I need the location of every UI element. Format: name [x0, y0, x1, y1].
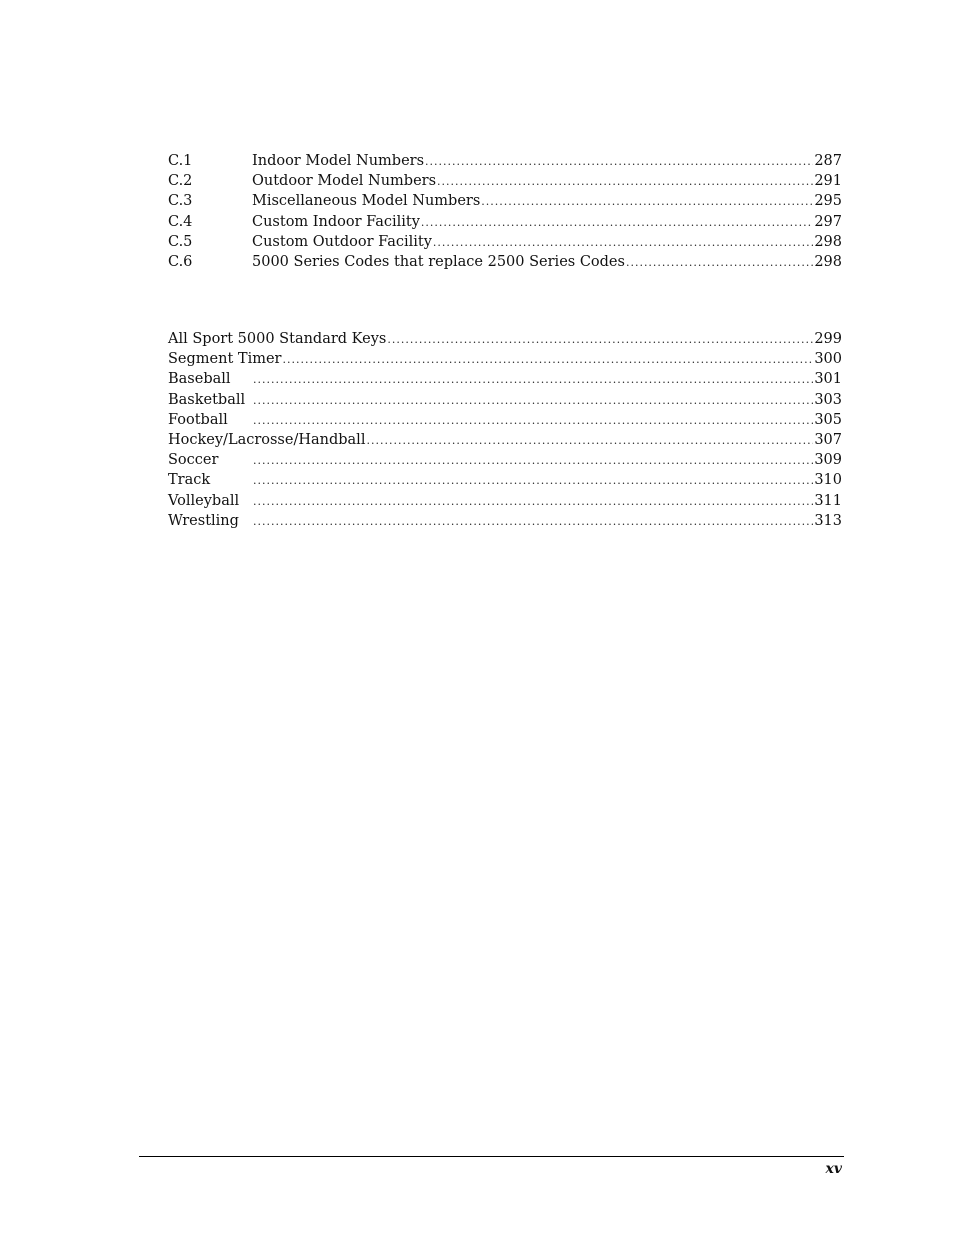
- toc-entry-page: 299: [814, 331, 842, 347]
- toc-entry-title: 5000 Series Codes that replace 2500 Series Codes: [252, 253, 625, 270]
- toc-dot-leader: [253, 450, 813, 471]
- toc-dot-leader: [425, 151, 813, 172]
- toc-entry-title: Segment Timer: [168, 351, 282, 368]
- toc-entry[interactable]: [168, 191, 842, 211]
- toc-entry[interactable]: [168, 410, 842, 430]
- toc-entry-title: Indoor Model Numbers: [252, 153, 425, 169]
- toc-entry-title: Track: [168, 472, 211, 489]
- toc-entry-page: 298: [814, 253, 842, 270]
- toc-dot-leader: [253, 390, 813, 411]
- toc-entry[interactable]: [168, 511, 842, 531]
- toc-entry[interactable]: [168, 349, 842, 369]
- toc-entry-title: Basketball: [168, 391, 246, 408]
- toc-entry-page: 313: [814, 512, 842, 529]
- toc-dot-leader: [253, 491, 813, 512]
- toc-dot-leader: [366, 430, 813, 451]
- toc-entry[interactable]: [168, 252, 842, 272]
- toc-dot-leader: [253, 410, 813, 431]
- toc-dot-leader: [481, 191, 813, 212]
- toc-entry-page: 295: [814, 193, 842, 210]
- toc-entry-title: Hockey/Lacrosse/Handball: [168, 431, 366, 448]
- toc-dot-leader: [253, 470, 813, 491]
- toc-entry-title: Volleyball: [168, 492, 240, 509]
- toc-entry[interactable]: [168, 390, 842, 410]
- toc-entry[interactable]: [168, 450, 842, 470]
- toc-entry-page: 301: [814, 371, 842, 388]
- toc-dot-leader: [421, 212, 813, 233]
- toc-entry-page: 310: [814, 472, 842, 489]
- toc-dot-leader: [282, 349, 813, 370]
- toc-entry[interactable]: [168, 491, 842, 511]
- toc-entry-number: C.3: [168, 193, 193, 210]
- toc-entry-title: Custom Outdoor Facility: [252, 233, 432, 250]
- toc-entry[interactable]: [168, 430, 842, 450]
- footer-divider: [139, 1156, 844, 1157]
- toc-entry-page: 311: [814, 492, 842, 509]
- toc-entry-number: C.4: [168, 213, 193, 230]
- toc-entry-page: 297: [814, 213, 842, 230]
- toc-dot-leader: [437, 171, 813, 192]
- toc-entry-page: 309: [814, 452, 842, 469]
- toc-entry-title: Miscellaneous Model Numbers: [252, 193, 481, 210]
- toc-entry-page: 298: [814, 233, 842, 250]
- toc-entry[interactable]: [168, 151, 842, 171]
- toc-entry[interactable]: [168, 470, 842, 490]
- toc-entry[interactable]: [168, 232, 842, 252]
- toc-entry[interactable]: [168, 171, 842, 191]
- toc-entry-title: Football: [168, 411, 228, 428]
- toc-entry[interactable]: [168, 212, 842, 232]
- toc-entry-number: C.6: [168, 253, 193, 270]
- toc-entry[interactable]: [168, 329, 842, 349]
- toc-entry-title: Baseball: [168, 371, 231, 388]
- toc-entry-page: 291: [814, 173, 842, 190]
- toc-dot-leader: [253, 511, 813, 532]
- toc-entry-page: 307: [814, 431, 842, 448]
- toc-entry-title: Custom Indoor Facility: [252, 213, 420, 230]
- toc-entry-page: 287: [814, 153, 842, 169]
- toc-entry-number: C.1: [168, 153, 193, 169]
- toc-entry-page: 300: [814, 351, 842, 368]
- toc-entry-title: Wrestling: [168, 512, 239, 529]
- toc-dot-leader: [253, 369, 813, 390]
- toc-entry[interactable]: [168, 369, 842, 389]
- toc-entry-page: 305: [814, 411, 842, 428]
- toc-entry-title: Outdoor Model Numbers: [252, 173, 437, 190]
- toc-keys-section: [168, 329, 842, 531]
- toc-entry-page: 303: [814, 391, 842, 408]
- toc-appendix-section: [168, 151, 842, 272]
- toc-entry-title: All Sport 5000 Standard Keys: [168, 331, 387, 347]
- page-number: xv: [825, 1161, 842, 1177]
- toc-dot-leader: [387, 329, 813, 350]
- toc-dot-leader: [626, 252, 813, 273]
- toc-entry-title: Soccer: [168, 452, 219, 469]
- toc-dot-leader: [433, 232, 813, 253]
- toc-entry-number: C.5: [168, 233, 193, 250]
- toc-entry-number: C.2: [168, 173, 193, 190]
